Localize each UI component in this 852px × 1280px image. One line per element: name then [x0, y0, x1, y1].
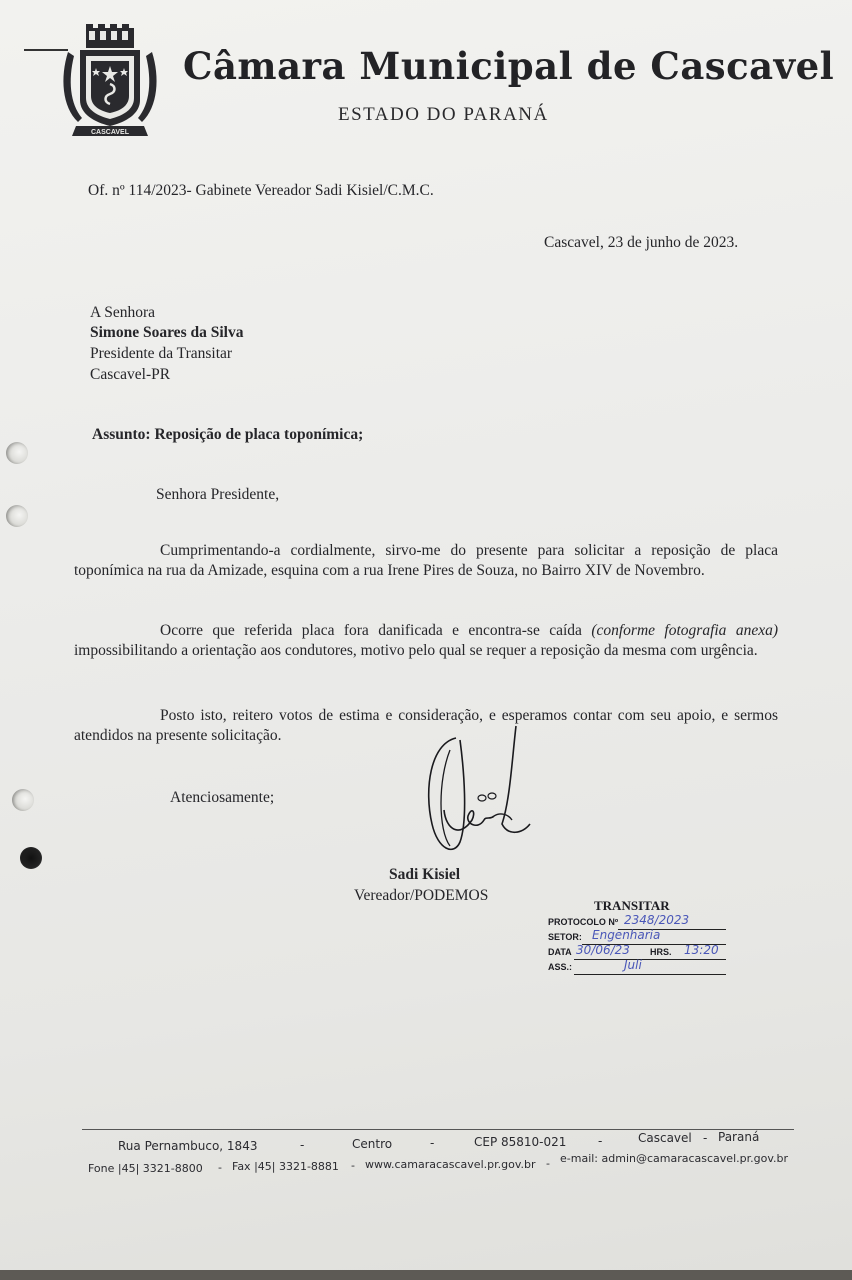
recipient-role: Presidente da Transitar [90, 345, 233, 362]
letter-greeting: Senhora Presidente, [156, 486, 280, 503]
footer-website[interactable]: www.camaracascavel.pr.gov.br [365, 1158, 536, 1171]
punch-hole [6, 442, 28, 464]
stamp-ass-value: Juli [624, 958, 642, 972]
handwritten-signature [420, 720, 550, 870]
footer-separator: - [351, 1159, 355, 1172]
table-surface [0, 1270, 852, 1280]
stamp-protocolo-value: 2348/2023 [624, 913, 690, 927]
footer-state: Paraná [718, 1130, 760, 1144]
punch-hole [12, 789, 34, 811]
body-paragraph: Posto isto, reitero votos de estima e consideração, e esperamos contar com seu apoio, e sermos atendidos na presente solicitação. [74, 707, 778, 744]
footer-phone: Fone |45| 3321-8800 [88, 1162, 203, 1175]
stamp-title: TRANSITAR [594, 898, 670, 913]
footer-separator: - [546, 1157, 550, 1170]
punch-hole [20, 847, 42, 869]
recipient-salutation: A Senhora [90, 304, 156, 321]
institution-title: Câmara Municipal de Cascavel [183, 44, 835, 88]
stamp-rule [574, 974, 726, 975]
punch-hole [6, 505, 28, 527]
body-paragraph [74, 621, 778, 661]
signer-name: Sadi Kisiel [389, 866, 461, 883]
footer-separator: - [300, 1138, 305, 1152]
footer-separator: - [430, 1136, 435, 1150]
signer-role: Vereador/PODEMOS [354, 887, 489, 904]
letter-date: Cascavel, 23 de junho de 2023. [544, 234, 739, 251]
stamp-setor-label: SETOR: [548, 932, 582, 942]
recipient-city: Cascavel-PR [90, 366, 171, 383]
stamp-rule [574, 959, 726, 960]
letter-subject: Assunto: Reposição de placa toponímica; [92, 426, 364, 443]
paragraph-text: impossibilitando a orientação aos condutores, motivo pelo qual se requer a reposição da mesma com urgência. [74, 642, 758, 659]
stamp-data-label: DATA [548, 947, 572, 957]
paragraph-italic-note: (conforme fotografia anexa) [591, 622, 778, 639]
letter-closing: Atenciosamente; [170, 789, 275, 806]
footer-district: Centro [352, 1137, 393, 1151]
city-crest-icon [58, 22, 162, 140]
paragraph-text: Ocorre que referida placa fora danificada e encontra-se caída [160, 622, 582, 639]
stamp-setor-value: Engenharia [592, 928, 661, 942]
footer-fax: Fax |45| 3321-8881 [232, 1160, 339, 1173]
institution-subtitle: ESTADO DO PARANÁ [338, 104, 549, 125]
crest-banner-text: CASCAVEL [91, 129, 129, 136]
stamp-ass-label: ASS.: [548, 962, 573, 972]
footer-separator: - [598, 1134, 603, 1148]
body-paragraph: Cumprimentando-a cordialmente, sirvo-me do presente para solicitar a reposição de placa toponímica na rua da Amizade, esquina com a rua Irene Pires de Souza, no Bairro XIV de Novembro. [74, 542, 778, 579]
footer-cep: CEP 85810-021 [474, 1135, 567, 1149]
recipient-name: Simone Soares da Silva [90, 324, 244, 341]
footer-separator: - [703, 1131, 708, 1145]
stamp-protocolo-label: PROTOCOLO Nº [548, 917, 619, 927]
protocol-stamp [544, 898, 744, 978]
footer-separator: - [218, 1161, 222, 1174]
footer-city: Cascavel [638, 1131, 692, 1145]
footer-rule [82, 1129, 794, 1130]
stamp-data-value: 30/06/23 [576, 943, 630, 957]
stamp-hrs-value: 13:20 [684, 943, 719, 957]
footer-email[interactable]: e-mail: admin@camaracascavel.pr.gov.br [560, 1152, 788, 1165]
footer-address: Rua Pernambuco, 1843 [118, 1139, 258, 1153]
stamp-hrs-label: HRS. [650, 947, 672, 957]
letter-reference: Of. nº 114/2023- Gabinete Vereador Sadi Kisiel/C.M.C. [88, 182, 434, 199]
